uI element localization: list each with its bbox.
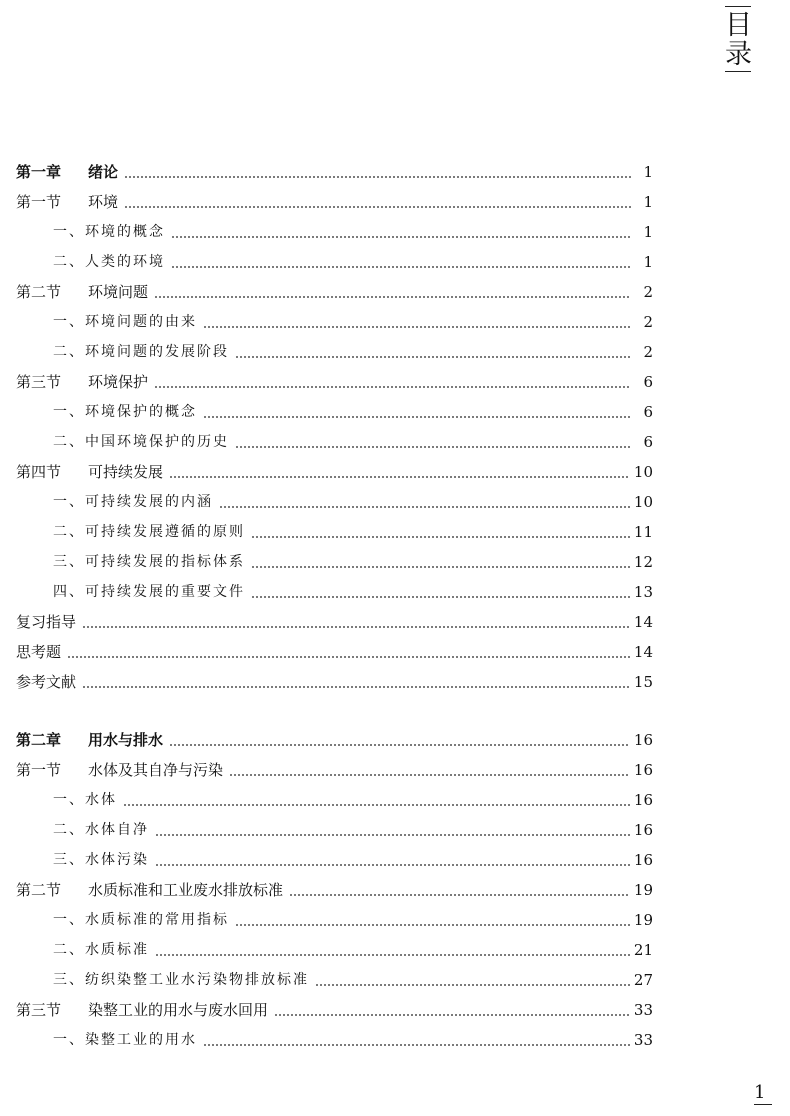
- toc-page-number: 19: [633, 881, 653, 899]
- toc-chapter-row[interactable]: [16, 157, 653, 187]
- toc-page-number: 12: [633, 553, 653, 571]
- toc-item-row[interactable]: [16, 517, 653, 547]
- toc-item-row[interactable]: [16, 935, 653, 965]
- toc-page-number: 10: [633, 463, 653, 481]
- toc-plain-row[interactable]: [16, 667, 653, 697]
- toc-item-row[interactable]: [16, 1025, 653, 1055]
- toc-entry-number: 第三节: [16, 373, 62, 391]
- dot-leader: [171, 266, 631, 268]
- toc-page-number: 27: [633, 971, 653, 989]
- dot-leader: [123, 804, 630, 806]
- toc-item-row[interactable]: [16, 487, 653, 517]
- toc-page-number: 33: [633, 1001, 653, 1019]
- toc-entry-number: 第一节: [16, 193, 62, 211]
- toc-plain-row[interactable]: [16, 607, 653, 637]
- dot-leader: [155, 834, 630, 836]
- toc-entry-title: 二、水质标准: [53, 942, 149, 958]
- toc-page-number: 16: [633, 821, 653, 839]
- toc-page-number: 1: [643, 163, 653, 181]
- dot-leader: [235, 924, 630, 926]
- toc-entry-title: 参考文献: [16, 673, 77, 691]
- toc-entry-title: 用水与排水: [88, 731, 164, 749]
- toc-item-row[interactable]: [16, 397, 653, 427]
- toc-item-row[interactable]: [16, 247, 653, 277]
- dot-leader: [251, 566, 630, 568]
- toc-section-row[interactable]: [16, 875, 653, 905]
- dot-leader: [229, 774, 630, 776]
- toc-entry-title: 一、染整工业的用水: [53, 1032, 197, 1048]
- toc-page-number: 6: [643, 373, 653, 391]
- toc-page-number: 15: [633, 673, 653, 691]
- dot-leader: [171, 236, 631, 238]
- toc-entry-title: 一、环境问题的由来: [53, 314, 197, 330]
- dot-leader: [251, 536, 630, 538]
- toc-entry-number: 第三节: [16, 1001, 62, 1019]
- dot-leader: [235, 356, 631, 358]
- dot-leader: [274, 1014, 630, 1016]
- toc-entry-number: 第一节: [16, 761, 62, 779]
- page-title-char: 录: [725, 39, 752, 70]
- toc-section-row[interactable]: [16, 187, 653, 217]
- toc-entry-title: 水质标准和工业废水排放标准: [88, 881, 284, 899]
- toc-header: [725, 6, 751, 72]
- toc-entry-number: 第二章: [16, 731, 62, 749]
- toc-entry-title: 思考题: [16, 643, 62, 661]
- dot-leader: [203, 1044, 630, 1046]
- toc-page-number: 33: [633, 1031, 653, 1049]
- toc-entry-title: 一、环境的概念: [53, 224, 165, 240]
- toc-page-number: 1: [643, 253, 653, 271]
- dot-leader: [203, 416, 631, 418]
- dot-leader: [203, 326, 631, 328]
- toc-entry-title: 水体及其自净与污染: [88, 761, 224, 779]
- toc-entry-title: 二、可持续发展遵循的原则: [53, 524, 245, 540]
- toc-item-row[interactable]: [16, 307, 653, 337]
- toc-entry-title: 二、环境问题的发展阶段: [53, 344, 229, 360]
- toc-entry-title: 一、可持续发展的内涵: [53, 494, 213, 510]
- dot-leader: [155, 864, 630, 866]
- toc-page-number: 16: [633, 791, 653, 809]
- toc-item-row[interactable]: [16, 217, 653, 247]
- dot-leader: [169, 476, 630, 478]
- toc-page-number: 6: [643, 433, 653, 451]
- toc-entry-title: 染整工业的用水与废水回用: [88, 1001, 269, 1019]
- toc-page-number: 1: [643, 223, 653, 241]
- toc-entry-title: 可持续发展: [88, 463, 164, 481]
- toc-page-number: 16: [633, 731, 653, 749]
- dot-leader: [124, 176, 631, 178]
- toc-page-number: 21: [633, 941, 653, 959]
- toc-chapter-row[interactable]: [16, 725, 653, 755]
- toc-section-row[interactable]: [16, 457, 653, 487]
- dot-leader: [67, 656, 630, 658]
- toc-page-number: 11: [633, 523, 653, 541]
- toc-page-number: 14: [633, 643, 653, 661]
- toc-entry-title: 复习指导: [16, 613, 77, 631]
- toc-page-number: 16: [633, 851, 653, 869]
- toc-entry-number: 第四节: [16, 463, 62, 481]
- toc-section-row[interactable]: [16, 995, 653, 1025]
- dot-leader: [251, 596, 630, 598]
- toc-entry-number: 第一章: [16, 163, 62, 181]
- dot-leader: [154, 386, 631, 388]
- toc-entry-number: 第二节: [16, 283, 62, 301]
- toc-item-row[interactable]: [16, 845, 653, 875]
- page-number-rule: [754, 1104, 772, 1105]
- toc-entry-title: 环境: [88, 193, 119, 211]
- toc-entry-title: 一、环境保护的概念: [53, 404, 197, 420]
- toc-entry-title: 三、水体污染: [53, 852, 149, 868]
- dot-leader: [154, 296, 631, 298]
- toc-entry-title: 一、水体: [53, 792, 117, 808]
- toc-page-number: 14: [633, 613, 653, 631]
- page-title-char: 目: [725, 10, 752, 41]
- toc-entry-title: 二、人类的环境: [53, 254, 165, 270]
- toc-page-number: 13: [633, 583, 653, 601]
- toc-page-number: 16: [633, 761, 653, 779]
- table-of-contents: [16, 157, 653, 1055]
- toc-page-number: 10: [633, 493, 653, 511]
- toc-section-row[interactable]: [16, 367, 653, 397]
- page-title: [725, 7, 751, 71]
- toc-page-number: 2: [643, 283, 653, 301]
- toc-item-row[interactable]: [16, 577, 653, 607]
- dot-leader: [235, 446, 631, 448]
- toc-page-number: 6: [643, 403, 653, 421]
- toc-entry-title: 绪论: [88, 163, 119, 181]
- toc-section-row[interactable]: [16, 277, 653, 307]
- dot-leader: [219, 506, 630, 508]
- toc-page-number: 1: [643, 193, 653, 211]
- toc-page-number: 2: [643, 313, 653, 331]
- toc-item-row[interactable]: [16, 547, 653, 577]
- toc-item-row[interactable]: [16, 815, 653, 845]
- toc-plain-row[interactable]: [16, 637, 653, 667]
- toc-entry-title: 二、中国环境保护的历史: [53, 434, 229, 450]
- page-number: 1: [754, 1082, 766, 1103]
- dot-leader: [289, 894, 630, 896]
- dot-leader: [169, 744, 630, 746]
- dot-leader: [124, 206, 631, 208]
- dot-leader: [82, 686, 630, 688]
- toc-item-row[interactable]: [16, 785, 653, 815]
- toc-entry-title: 环境保护: [88, 373, 149, 391]
- toc-entry-title: 四、可持续发展的重要文件: [53, 584, 245, 600]
- header-bottom-rule: [725, 71, 751, 72]
- toc-entry-title: 三、纺织染整工业水污染物排放标准: [53, 972, 309, 988]
- toc-entry-title: 一、水质标准的常用指标: [53, 912, 229, 928]
- toc-entry-title: 三、可持续发展的指标体系: [53, 554, 245, 570]
- toc-entry-number: 第二节: [16, 881, 62, 899]
- toc-entry-title: 环境问题: [88, 283, 149, 301]
- toc-item-row[interactable]: [16, 965, 653, 995]
- toc-section-row[interactable]: [16, 755, 653, 785]
- toc-entry-title: 二、水体自净: [53, 822, 149, 838]
- toc-item-row[interactable]: [16, 337, 653, 367]
- toc-page-number: 2: [643, 343, 653, 361]
- dot-leader: [82, 626, 630, 628]
- toc-item-row[interactable]: [16, 905, 653, 935]
- dot-leader: [315, 984, 630, 986]
- toc-item-row[interactable]: [16, 427, 653, 457]
- chapter-gap: [16, 697, 653, 725]
- dot-leader: [155, 954, 630, 956]
- toc-page-number: 19: [633, 911, 653, 929]
